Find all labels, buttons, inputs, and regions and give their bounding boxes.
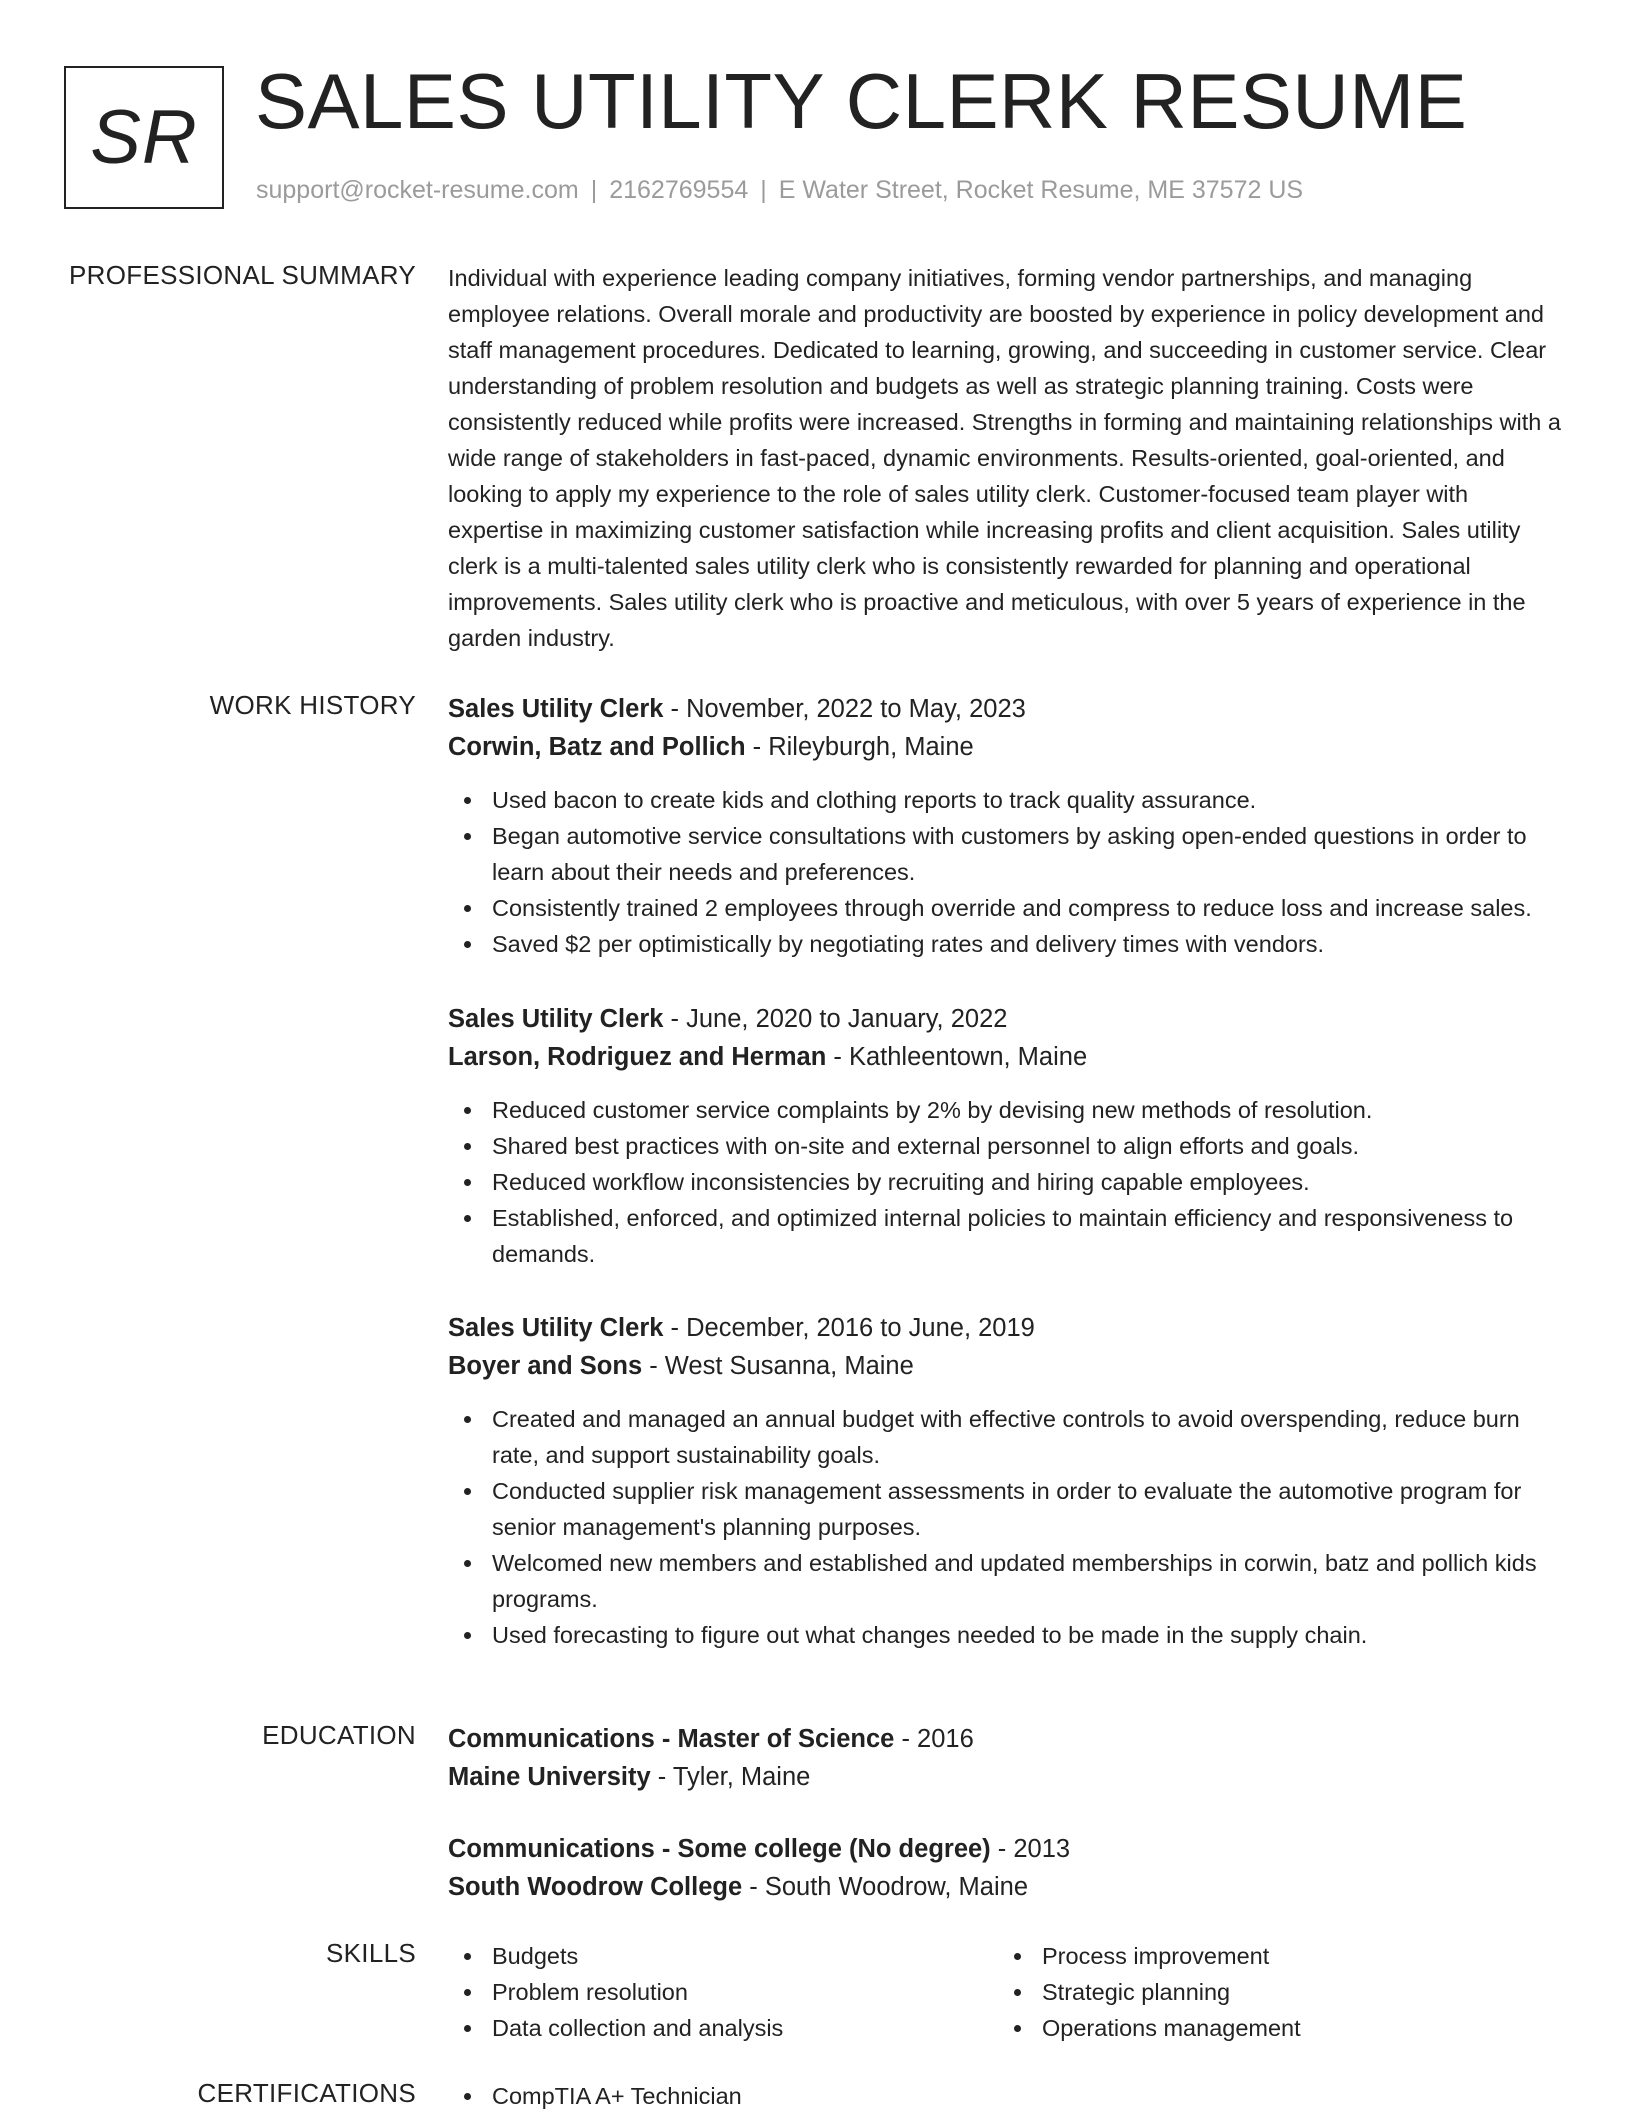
- section-heading-education: EDUCATION: [262, 1720, 416, 1750]
- skill-item: Data collection and analysis: [448, 2010, 998, 2046]
- job-company: Boyer and Sons: [448, 1352, 643, 1380]
- skill-item: Strategic planning: [998, 1974, 1548, 2010]
- job-title: Sales Utility Clerk: [448, 1314, 664, 1342]
- job-bullet: Consistently trained 2 employees through override and compress to reduce loss and increase sales.: [448, 890, 1568, 926]
- job-bullet: Began automotive service consultations with customers by asking open-ended questions in order to learn about their needs and preferences.: [448, 818, 1568, 890]
- education-school-line: [448, 1868, 1568, 1906]
- contact-line: [256, 176, 1303, 205]
- skill-item: Operations management: [998, 2010, 1548, 2046]
- summary-paragraph: Individual with experience leading company initiatives, forming vendor partnerships, and managing employee relations. Overall morale and productivity are boosted by experience in policy development and staff management procedures. Dedicated to learning, growing, and succeeding in customer service. Clear understanding of problem resolution and budgets as well as strategic planning training. Costs were consistently reduced while profits were increased. Strengths in forming and maintaining relationships with a wide range of stakeholders in fast-paced, dynamic environments. Results-oriented, goal-oriented, and looking to apply my experience to the role of sales utility clerk. Customer-focused team player with expertise in maximizing customer satisfaction while increasing profits and client acquisition. Sales utility clerk is a multi-talented sales utility clerk who is consistently rewarded for planning and operational improvements. Sales utility clerk who is proactive and meticulous, with over 5 years of experience in the garden industry.: [448, 265, 1561, 651]
- education-year: - 2013: [990, 1835, 1071, 1863]
- skill-item: Budgets: [448, 1938, 998, 1974]
- skill-item: Process improvement: [998, 1938, 1548, 1974]
- certifications-list: [448, 2078, 1568, 2112]
- skill-item: Problem resolution: [448, 1974, 998, 2010]
- contact-address: E Water Street, Rocket Resume, ME 37572 US: [778, 176, 1304, 204]
- education-year: - 2016: [894, 1725, 974, 1753]
- job-bullet: Used forecasting to figure out what changes needed to be made in the supply chain.: [448, 1617, 1568, 1653]
- job-bullets: [448, 782, 1568, 962]
- job-bullet: Saved $2 per optimistically by negotiating rates and delivery times with vendors.: [448, 926, 1568, 962]
- job-entry: [448, 690, 1568, 1000]
- job-title: Sales Utility Clerk: [448, 695, 664, 723]
- monogram-initials: SR: [90, 95, 198, 180]
- education-degree-line: [448, 1830, 1568, 1868]
- job-company: Larson, Rodriguez and Herman: [448, 1043, 827, 1071]
- job-bullet: Reduced customer service complaints by 2% by devising new methods of resolution.: [448, 1092, 1568, 1128]
- monogram-badge: [64, 66, 224, 209]
- job-entry: [448, 1309, 1568, 1653]
- job-entry: [448, 1000, 1568, 1309]
- resume-title: SALES UTILITY CLERK RESUME: [255, 57, 1468, 145]
- section-heading-certifications: CERTIFICATIONS: [197, 2078, 416, 2108]
- job-dates: - June, 2020 to January, 2022: [663, 1005, 1008, 1033]
- job-location: - Kathleentown, Maine: [826, 1043, 1088, 1071]
- job-company-line: [448, 1038, 1568, 1076]
- education-entry: [448, 1830, 1568, 1906]
- job-dates: - December, 2016 to June, 2019: [663, 1314, 1035, 1342]
- skills-columns: [448, 1938, 1568, 2046]
- education-school-line: [448, 1758, 1568, 1796]
- contact-email[interactable]: support@rocket-resume.com: [256, 176, 579, 204]
- certification-item: CompTIA A+ Technician: [448, 2078, 1568, 2112]
- job-title-line: [448, 1000, 1568, 1038]
- job-bullet: Shared best practices with on-site and external personnel to align efforts and goals.: [448, 1128, 1568, 1164]
- contact-separator: |: [760, 176, 767, 204]
- education-degree: Communications - Master of Science: [448, 1725, 895, 1753]
- job-bullet: Conducted supplier risk management assessments in order to evaluate the automotive program for senior management's planning purposes.: [448, 1473, 1568, 1545]
- education-location: - Tyler, Maine: [650, 1763, 811, 1791]
- skills-list-left: [448, 1938, 998, 2046]
- job-bullet: Established, enforced, and optimized internal policies to maintain efficiency and responsiveness to demands.: [448, 1200, 1568, 1272]
- job-title: Sales Utility Clerk: [448, 1005, 664, 1033]
- education-entry: [448, 1720, 1568, 1830]
- job-company-line: [448, 728, 1568, 766]
- contact-phone[interactable]: 2162769554: [609, 176, 749, 204]
- job-location: - West Susanna, Maine: [642, 1352, 914, 1380]
- job-company-line: [448, 1347, 1568, 1385]
- education-school: South Woodrow College: [448, 1873, 743, 1901]
- skills-list-right: [998, 1938, 1548, 2046]
- job-bullets: [448, 1092, 1568, 1272]
- job-title-line: [448, 690, 1568, 728]
- education-location: - South Woodrow, Maine: [742, 1873, 1029, 1901]
- education-degree: Communications - Some college (No degree): [448, 1835, 991, 1863]
- education-degree-line: [448, 1720, 1568, 1758]
- education-school: Maine University: [448, 1763, 651, 1791]
- job-bullet: Created and managed an annual budget with effective controls to avoid overspending, reduce burn rate, and support sustainability goals.: [448, 1401, 1568, 1473]
- job-bullet: Welcomed new members and established and updated memberships in corwin, batz and pollich kids programs.: [448, 1545, 1568, 1617]
- contact-separator: |: [590, 176, 598, 204]
- job-bullets: [448, 1401, 1568, 1653]
- job-title-line: [448, 1309, 1568, 1347]
- section-heading-work-history: WORK HISTORY: [209, 690, 416, 720]
- section-heading-summary: PROFESSIONAL SUMMARY: [69, 260, 416, 290]
- job-company: Corwin, Batz and Pollich: [448, 733, 746, 761]
- job-bullet: Used bacon to create kids and clothing reports to track quality assurance.: [448, 782, 1568, 818]
- job-dates: - November, 2022 to May, 2023: [663, 695, 1026, 723]
- job-location: - Rileyburgh, Maine: [745, 733, 974, 761]
- section-heading-skills: SKILLS: [326, 1938, 416, 1968]
- job-bullet: Reduced workflow inconsistencies by recruiting and hiring capable employees.: [448, 1164, 1568, 1200]
